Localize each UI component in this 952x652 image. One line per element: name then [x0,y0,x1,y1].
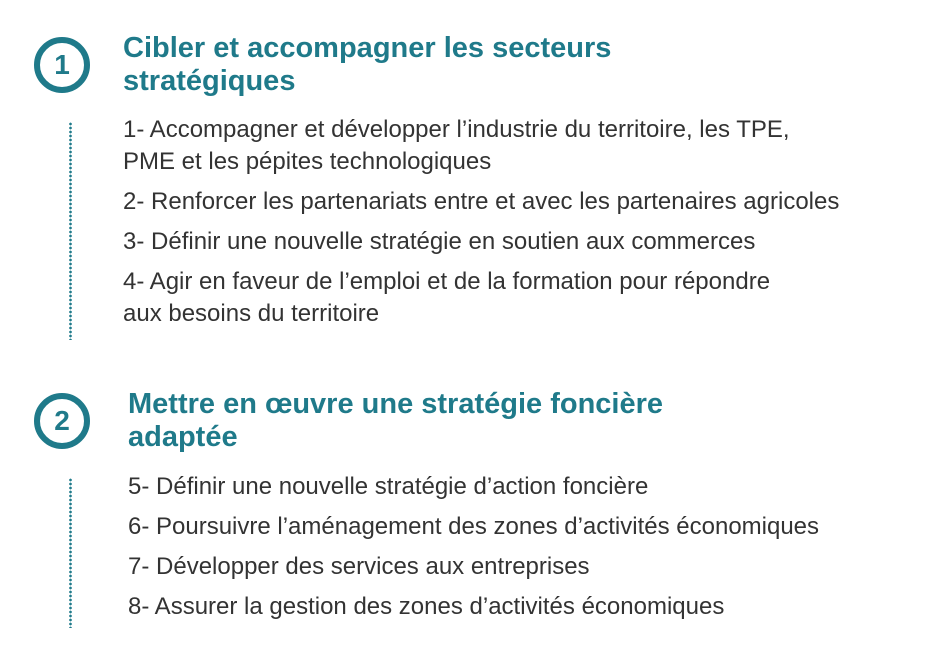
list-item-line-1: 3- Définir une nouvelle stratégie en soutien aux commerces [123,228,756,255]
list-item-line-1: 4- Agir en faveur de l’emploi et de la formation pour répondre [123,268,771,295]
list-item-line-1: 1- Accompagner et développer l’industrie du territoire, les TPE, [123,116,790,143]
list-item-line-2: aux besoins du territoire [123,300,380,327]
list-item-line-1: 8- Assurer la gestion des zones d’activités économiques [128,593,725,620]
section-title-line-1: Mettre en œuvre une stratégie foncière [128,388,664,420]
section-number-badge: 2 [34,393,90,449]
section-number-badge: 1 [34,37,90,93]
dotted-divider [69,478,72,628]
list-item-line-1: 5- Définir une nouvelle stratégie d’action foncière [128,473,649,500]
list-item-line-2: PME et les pépites technologiques [123,148,492,175]
list-item [123,114,839,178]
section-title-line-2: adaptée [128,421,238,453]
section-title [128,388,663,454]
section-title-line-2: stratégiques [123,65,296,97]
item-list [128,471,819,631]
list-item [123,186,839,218]
list-item [123,266,839,330]
dotted-divider [69,122,72,340]
list-item [123,226,839,258]
section-title-line-1: Cibler et accompagner les secteurs [123,32,612,64]
list-item [128,551,819,583]
list-item-line-1: 7- Développer des services aux entreprises [128,553,590,580]
list-item [128,471,819,503]
list-item-line-1: 2- Renforcer les partenariats entre et avec les partenaires agricoles [123,188,840,215]
list-item-line-1: 6- Poursuivre l’aménagement des zones d’activités économiques [128,513,820,540]
list-item [128,591,819,623]
item-list [123,114,839,338]
list-item [128,511,819,543]
section-title [123,32,611,98]
